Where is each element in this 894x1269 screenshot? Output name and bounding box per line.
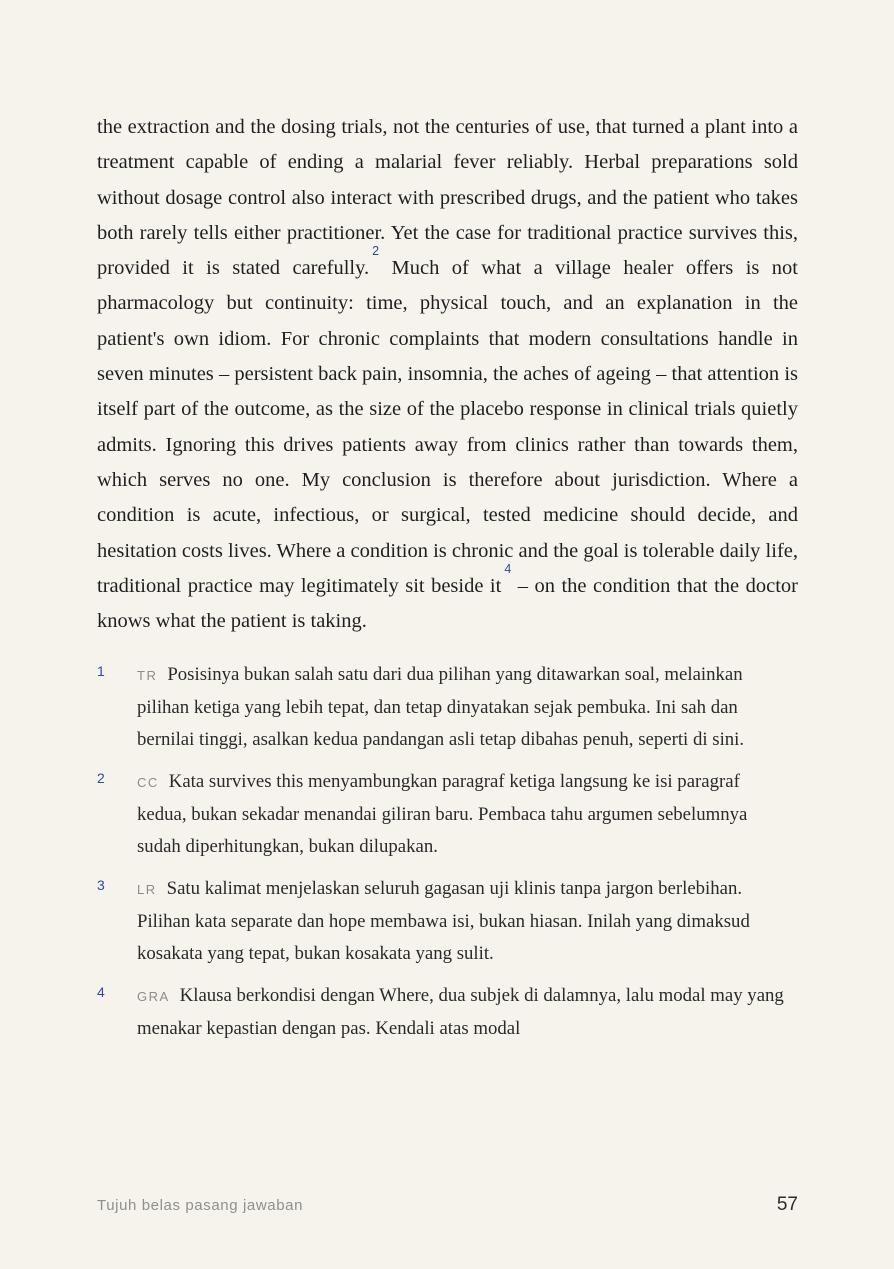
running-footer-title: Tujuh belas pasang jawaban <box>97 1197 304 1214</box>
note-text: Klausa berkondisi dengan Where, dua subjek di dalamnya, lalu modal may yang menakar kepastian dengan pas. Kendali atas modal <box>137 985 784 1040</box>
note-number: 4 <box>97 984 105 1001</box>
note-body <box>137 766 785 863</box>
note-number: 2 <box>97 770 105 787</box>
note-text: Satu kalimat menjelaskan seluruh gagasan uji klinis tanpa jargon berlebihan. Pilihan kata separate dan hope membawa isi, bukan hiasan. Inilah yang dimaksud kosakata yang tepat, bukan kosakata yang sulit. <box>137 878 750 965</box>
paragraph-segment: – on the condition that the doctor knows what the patient is taking. <box>97 574 798 633</box>
note-body <box>137 659 785 756</box>
note-text: Posisinya bukan salah satu dari dua pilihan yang ditawarkan soal, melainkan pilihan ketiga yang lebih tepat, dan tetap dinyatakan sejak pembuka. Ini sah dan bernilai tinggi, asalkan kedua pandangan asli tetap dibahas penuh, seperti di sini. <box>137 664 745 751</box>
note-item <box>97 766 798 863</box>
note-number: 3 <box>97 877 105 894</box>
annotation-notes <box>97 659 798 1045</box>
footnote-reference[interactable]: 2 <box>372 244 380 259</box>
footnote-reference[interactable]: 4 <box>504 561 512 576</box>
note-text: Kata survives this menyambungkan paragraf ketiga langsung ke isi paragraf kedua, bukan sekadar menandai giliran baru. Pembaca tahu argumen sebelumnya sudah diperhitungkan, bukan dilupakan. <box>137 771 748 858</box>
page-number: 57 <box>776 1194 798 1215</box>
note-tag: GRA <box>137 989 170 1005</box>
paragraph-segment: Much of what a village healer offers is not pharmacology but continuity: time, physical touch, and an explanation in the patient's own idiom. For chronic complaints that modern consultations handle in seven minutes – persistent back pain, insomnia, the aches of ageing – that attention is itself part of the outcome, as the size of the placebo response in clinical trials quietly admits. Ignoring this drives patients away from clinics rather than towards them, which serves no one. My conclusion is therefore about jurisdiction. Where a condition is acute, infectious, or surgical, tested medicine should decide, and hesitation costs lives. Where a condition is chronic and the goal is tolerable daily life, traditional practice may legitimately sit beside it <box>97 257 798 597</box>
note-item <box>97 873 798 970</box>
note-number: 1 <box>97 663 105 680</box>
note-body <box>137 873 785 970</box>
essay-paragraph <box>97 110 798 639</box>
note-tag: LR <box>137 882 157 898</box>
paragraph-segment: the extraction and the dosing trials, not the centuries of use, that turned a plant into a treatment capable of ending a malarial fever reliably. Herbal preparations sold without dosage control also interact with prescribed drugs, and the patient who takes both rarely tells either practitioner. Yet the case for traditional practice survives this, provided it is stated carefully. <box>97 116 798 280</box>
note-body <box>137 980 785 1045</box>
note-tag: TR <box>137 668 158 684</box>
note-tag: CC <box>137 775 159 791</box>
page-content <box>97 110 798 1055</box>
note-item <box>97 980 798 1045</box>
note-item <box>97 659 798 756</box>
